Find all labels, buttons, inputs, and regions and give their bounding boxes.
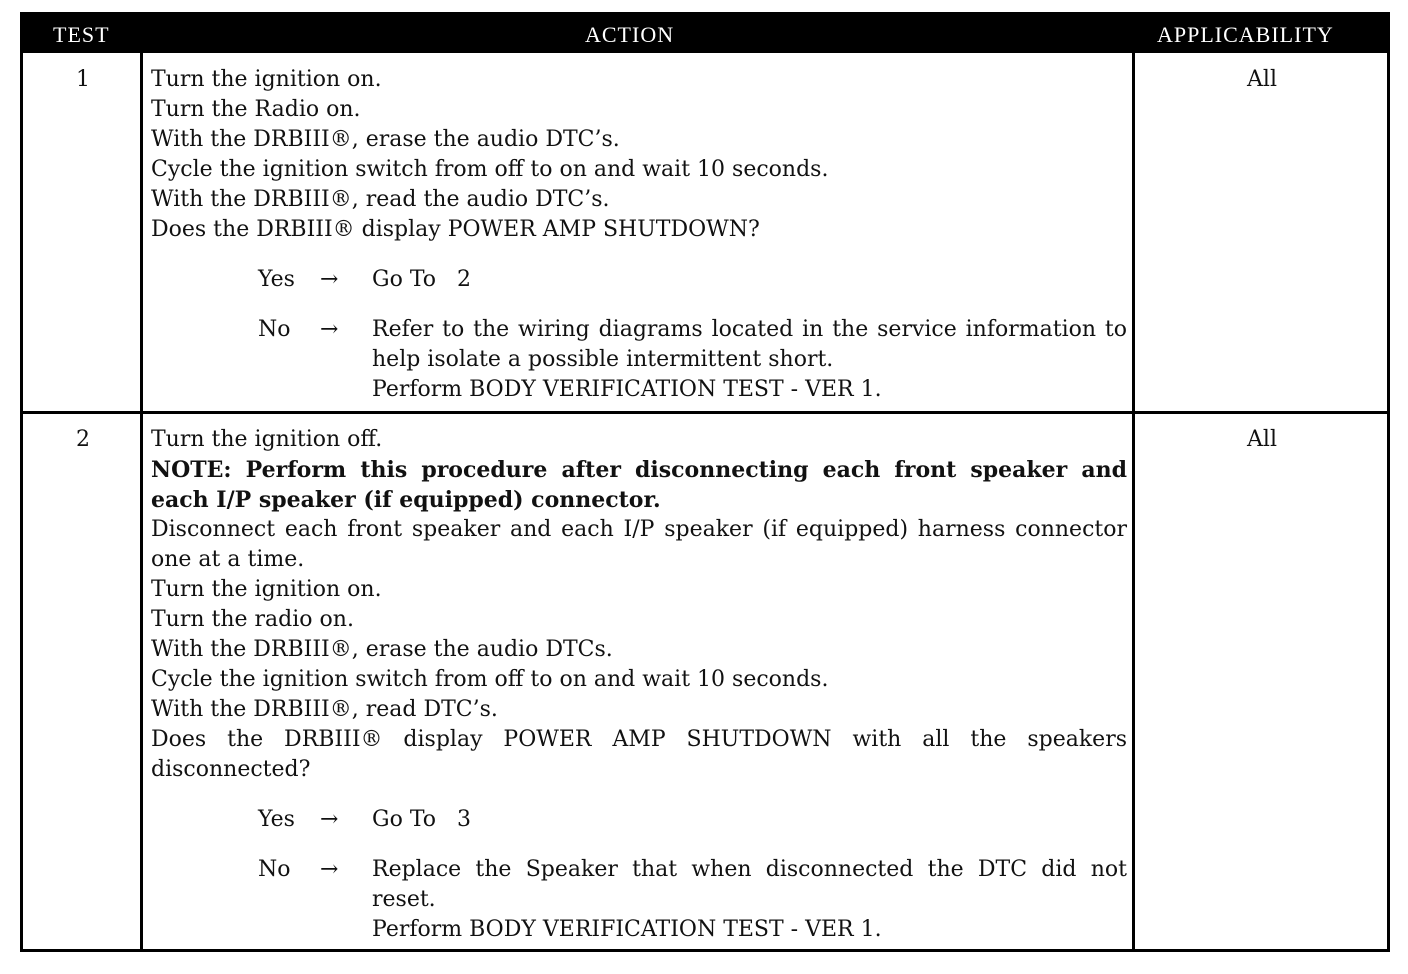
step-text: Disconnect each front speaker and each I/P speaker (if equipped) harness connector one at a time. <box>151 517 1127 572</box>
step-text: With the DRBIII®, erase the audio DTCs. <box>151 637 613 662</box>
yes-branch <box>151 265 1127 295</box>
no-label: No <box>258 857 291 882</box>
step-text: Turn the radio on. <box>151 607 354 632</box>
no-result: Replace the Speaker that when disconnected the DTC did not reset. <box>372 857 1127 912</box>
arrow-icon: → <box>320 317 339 342</box>
header-action: ACTION <box>585 22 675 47</box>
test-number-2: 2 <box>76 427 90 452</box>
arrow-icon: → <box>320 267 339 292</box>
step-text: Turn the ignition on. <box>151 67 382 92</box>
yes-label: Yes <box>258 267 295 292</box>
applicability-2: All <box>1247 427 1277 452</box>
diagnostic-test-table <box>20 12 1390 952</box>
yes-result: Go To 3 <box>372 807 471 832</box>
column-divider-test <box>140 53 143 949</box>
question-text: Does the DRBIII® display POWER AMP SHUTDOWN with all the speakers disconnected? <box>151 727 1127 782</box>
row-divider <box>23 411 1387 414</box>
step-text: With the DRBIII®, erase the audio DTC’s. <box>151 127 620 152</box>
action-cell-1 <box>151 65 1127 405</box>
header-test: TEST <box>53 22 110 47</box>
note-text: NOTE: Perform this procedure after disconnecting each front speaker and each I/P speaker (if equipped) connector. <box>151 457 1127 513</box>
arrow-icon: → <box>320 807 339 832</box>
no-branch <box>151 855 1127 945</box>
no-label: No <box>258 317 291 342</box>
header-applicability: APPLICABILITY <box>1157 22 1334 47</box>
step-text: With the DRBIII®, read the audio DTC’s. <box>151 187 610 212</box>
step-text: Turn the ignition off. <box>151 427 383 452</box>
step-text: Cycle the ignition switch from off to on and wait 10 seconds. <box>151 157 829 182</box>
table-header <box>23 15 1387 53</box>
applicability-1: All <box>1247 67 1277 92</box>
yes-branch <box>151 805 1127 835</box>
no-result-followup: Perform BODY VERIFICATION TEST - VER 1. <box>372 917 882 942</box>
test-number-1: 1 <box>76 67 90 92</box>
question-text: Does the DRBIII® display POWER AMP SHUTDOWN? <box>151 217 760 242</box>
arrow-icon: → <box>320 857 339 882</box>
column-divider-applicability <box>1132 53 1135 949</box>
yes-label: Yes <box>258 807 295 832</box>
step-text: Turn the ignition on. <box>151 577 382 602</box>
no-result-followup: Perform BODY VERIFICATION TEST - VER 1. <box>372 377 882 402</box>
no-result: Refer to the wiring diagrams located in the service information to help isolate a possible intermittent short. <box>372 317 1127 372</box>
action-cell-2 <box>151 425 1127 945</box>
step-text: With the DRBIII®, read DTC’s. <box>151 697 498 722</box>
yes-result: Go To 2 <box>372 267 471 292</box>
step-text: Cycle the ignition switch from off to on and wait 10 seconds. <box>151 667 829 692</box>
step-text: Turn the Radio on. <box>151 97 361 122</box>
no-branch <box>151 315 1127 405</box>
